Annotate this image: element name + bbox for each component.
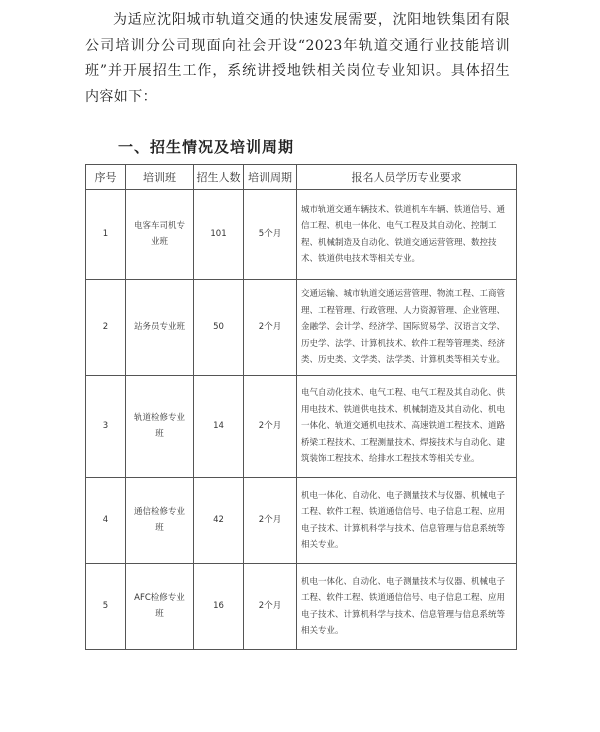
intro-paragraph (85, 8, 510, 110)
row-no: 2 (86, 280, 126, 376)
row-class-label: 电客车司机专业班 (133, 221, 185, 247)
row-count: 50 (194, 280, 244, 376)
table-header-row (86, 165, 517, 190)
row-requirements: 机电一体化、自动化、电子测量技术与仪器、机械电子工程、软件工程、铁道通信信号、电子信息工程、应用电子技术、计算机科学与技术、信息管理与信息系统等相关专业。 (297, 478, 517, 564)
row-class (126, 564, 194, 650)
table-row (86, 190, 517, 280)
row-requirements: 电气自动化技术、电气工程、电气工程及其自动化、供用电技术、铁道供电技术、机械制造及其自动化、机电一体化、轨道交通机电技术、高速铁道工程技术、道路桥梁工程技术、工程测量技术、焊接技术与自动化、建筑装饰工程技术、给排水工程技术等相关专业。 (297, 376, 517, 478)
row-no: 1 (86, 190, 126, 280)
header-count: 招生人数 (194, 165, 244, 190)
table-row (86, 478, 517, 564)
row-period: 2个月 (244, 280, 297, 376)
row-requirements: 机电一体化、自动化、电子测量技术与仪器、机械电子工程、软件工程、铁道通信信号、电子信息工程、应用电子技术、计算机科学与技术、信息管理与信息系统等相关专业。 (297, 564, 517, 650)
row-period: 2个月 (244, 376, 297, 478)
row-requirements: 交通运输、城市轨道交通运营管理、物流工程、工商管理、工程管理、行政管理、人力资源管理、企业管理、金融学、会计学、经济学、国际贸易学、汉语言文学、历史学、法学、计算机技术、软件工程等管理类、经济类、历史类、文学类、法学类、计算机类等相关专业。 (297, 280, 517, 376)
row-class (126, 478, 194, 564)
row-period: 2个月 (244, 478, 297, 564)
table-row (86, 280, 517, 376)
row-class-label: AFC检修专业班 (134, 593, 185, 619)
row-class (126, 376, 194, 478)
row-period: 5个月 (244, 190, 297, 280)
header-period: 培训周期 (244, 165, 297, 190)
row-count: 42 (194, 478, 244, 564)
table-row (86, 376, 517, 478)
row-count: 16 (194, 564, 244, 650)
row-no: 3 (86, 376, 126, 478)
row-class-label: 轨道检修专业班 (133, 413, 185, 439)
row-class-label: 站务员专业班 (133, 321, 185, 332)
row-requirements: 城市轨道交通车辆技术、铁道机车车辆、铁道信号、通信工程、机电一体化、电气工程及其自动化、控制工程、机械制造及自动化、铁道交通运营管理、数控技术、铁道供电技术等相关专业。 (297, 190, 517, 280)
header-class: 培训班 (126, 165, 194, 190)
recruitment-table (85, 164, 517, 650)
row-class (126, 190, 194, 280)
row-class-label: 通信检修专业班 (133, 507, 185, 533)
section-heading: 一、招生情况及培训周期 (118, 138, 295, 156)
intro-text: 为适应沈阳城市轨道交通的快速发展需要，沈阳地铁集团有限公司培训分公司现面向社会开设“2023年轨道交通行业技能培训班”并开展招生工作，系统讲授地铁相关岗位专业知识。具体招生内容如下： (85, 12, 510, 105)
header-no: 序号 (86, 165, 126, 190)
row-no: 5 (86, 564, 126, 650)
row-no: 4 (86, 478, 126, 564)
row-period: 2个月 (244, 564, 297, 650)
row-count: 14 (194, 376, 244, 478)
table-row (86, 564, 517, 650)
header-requirements: 报名人员学历专业要求 (297, 165, 517, 190)
row-count: 101 (194, 190, 244, 280)
row-class (126, 280, 194, 376)
